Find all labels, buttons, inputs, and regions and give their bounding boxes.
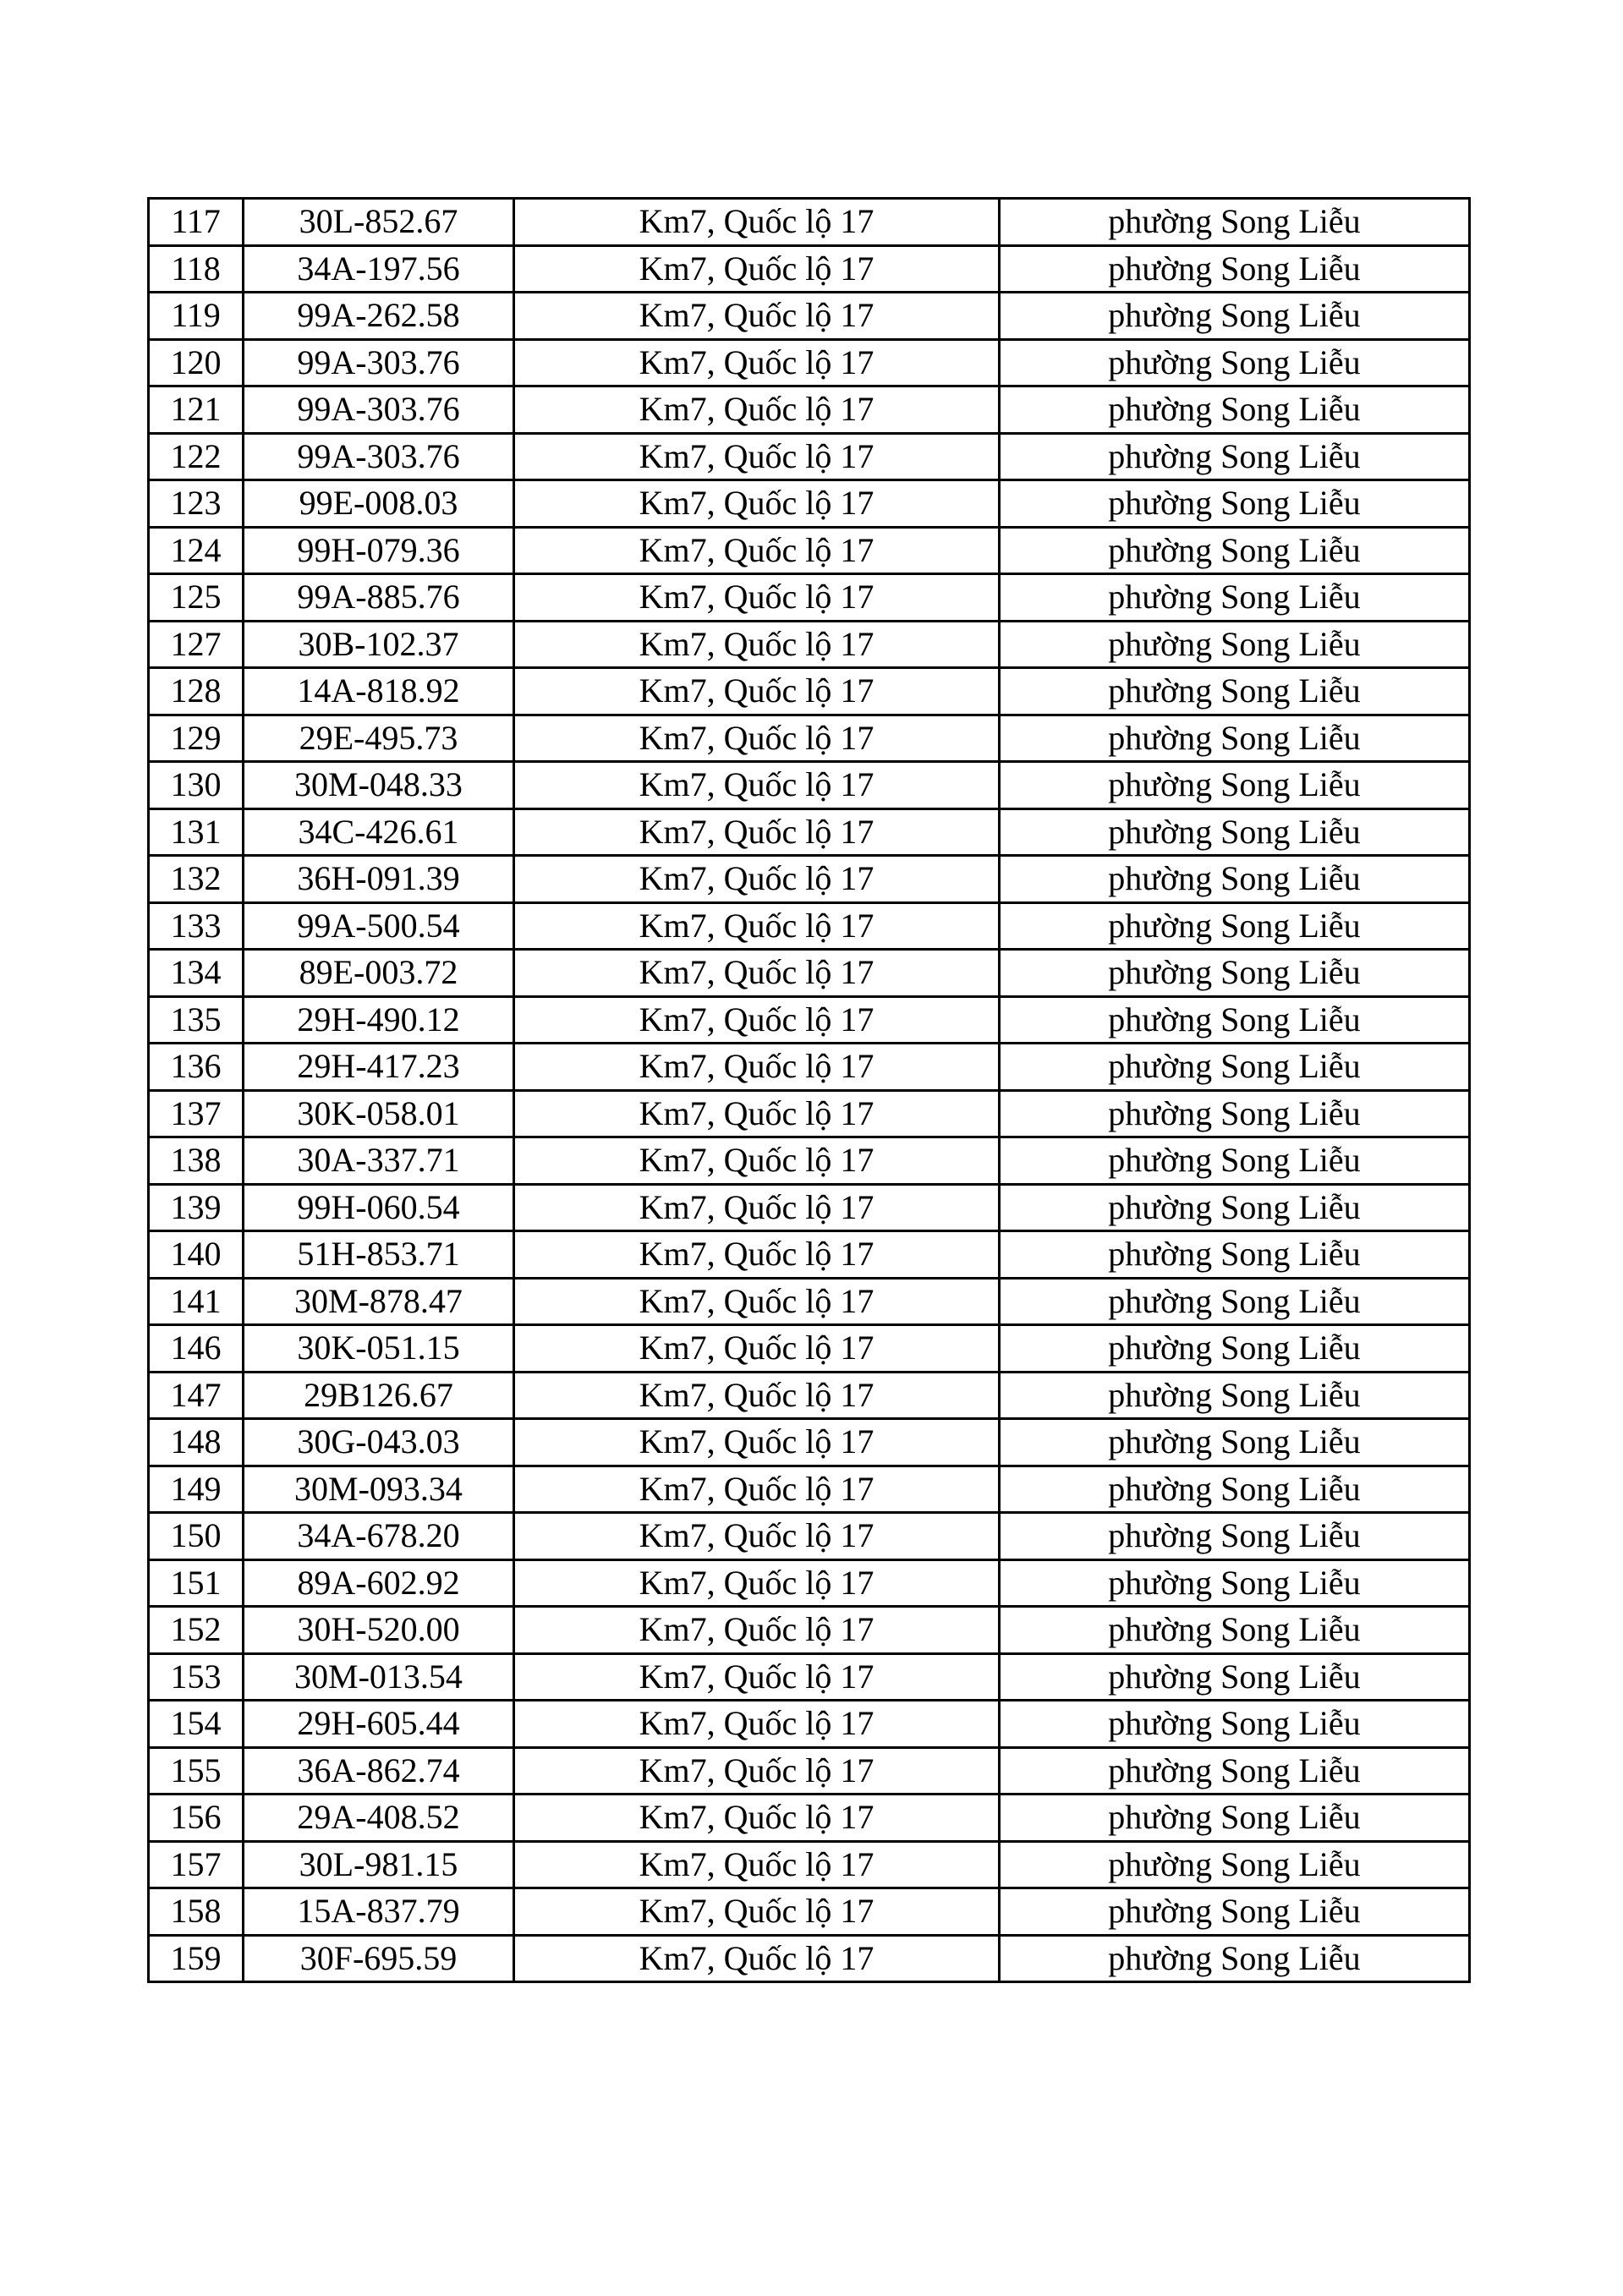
- ward-cell: phường Song Liễu: [1000, 293, 1470, 340]
- license-plate-cell: 30M-878.47: [244, 1278, 514, 1325]
- row-number-cell: 117: [149, 199, 244, 246]
- ward-cell: phường Song Liễu: [1000, 1653, 1470, 1701]
- license-plate-cell: 30K-051.15: [244, 1325, 514, 1373]
- row-number-cell: 134: [149, 950, 244, 997]
- ward-cell: phường Song Liễu: [1000, 1747, 1470, 1795]
- ward-cell: phường Song Liễu: [1000, 433, 1470, 480]
- ward-cell: phường Song Liễu: [1000, 199, 1470, 246]
- table-row: [149, 902, 1470, 950]
- license-plate-cell: 34C-426.61: [244, 808, 514, 856]
- violation-location-cell: Km7, Quốc lộ 17: [514, 762, 1000, 809]
- ward-cell: phường Song Liễu: [1000, 245, 1470, 293]
- violation-location-cell: Km7, Quốc lộ 17: [514, 1653, 1000, 1701]
- license-plate-cell: 14A-818.92: [244, 668, 514, 715]
- violation-location-cell: Km7, Quốc lộ 17: [514, 668, 1000, 715]
- license-plate-cell: 30G-043.03: [244, 1419, 514, 1466]
- row-number-cell: 140: [149, 1231, 244, 1279]
- row-number-cell: 148: [149, 1419, 244, 1466]
- table-row: [149, 668, 1470, 715]
- license-plate-cell: 30F-695.59: [244, 1935, 514, 1982]
- license-plate-cell: 99A-500.54: [244, 902, 514, 950]
- ward-cell: phường Song Liễu: [1000, 1935, 1470, 1982]
- row-number-cell: 123: [149, 480, 244, 528]
- table-row: [149, 1044, 1470, 1091]
- row-number-cell: 129: [149, 715, 244, 762]
- violation-location-cell: Km7, Quốc lộ 17: [514, 1841, 1000, 1888]
- license-plate-cell: 99A-262.58: [244, 293, 514, 340]
- violation-location-cell: Km7, Quốc lộ 17: [514, 1513, 1000, 1560]
- violation-location-cell: Km7, Quốc lộ 17: [514, 1325, 1000, 1373]
- license-plate-cell: 15A-837.79: [244, 1888, 514, 1936]
- table-row: [149, 996, 1470, 1044]
- license-plate-cell: 30A-337.71: [244, 1137, 514, 1185]
- table-row: [149, 950, 1470, 997]
- violation-location-cell: Km7, Quốc lộ 17: [514, 1935, 1000, 1982]
- violation-location-cell: Km7, Quốc lộ 17: [514, 1137, 1000, 1185]
- ward-cell: phường Song Liễu: [1000, 1795, 1470, 1842]
- table-row: [149, 386, 1470, 434]
- row-number-cell: 156: [149, 1795, 244, 1842]
- table-row: [149, 1278, 1470, 1325]
- row-number-cell: 151: [149, 1559, 244, 1607]
- violation-location-cell: Km7, Quốc lộ 17: [514, 1184, 1000, 1231]
- table-row: [149, 856, 1470, 903]
- violation-location-cell: Km7, Quốc lộ 17: [514, 1466, 1000, 1513]
- license-plate-cell: 29A-408.52: [244, 1795, 514, 1842]
- table-row: [149, 1935, 1470, 1982]
- table-row: [149, 1137, 1470, 1185]
- table-row: [149, 1888, 1470, 1936]
- violation-location-cell: Km7, Quốc lộ 17: [514, 199, 1000, 246]
- table-row: [149, 1466, 1470, 1513]
- ward-cell: phường Song Liễu: [1000, 715, 1470, 762]
- violation-location-cell: Km7, Quốc lộ 17: [514, 808, 1000, 856]
- table-row: [149, 293, 1470, 340]
- violation-location-cell: Km7, Quốc lộ 17: [514, 1231, 1000, 1279]
- table-row: [149, 1419, 1470, 1466]
- license-plate-cell: 99E-008.03: [244, 480, 514, 528]
- row-number-cell: 152: [149, 1607, 244, 1654]
- table-row: [149, 1841, 1470, 1888]
- license-plate-cell: 30H-520.00: [244, 1607, 514, 1654]
- table-row: [149, 1184, 1470, 1231]
- table-row: [149, 1653, 1470, 1701]
- violation-location-cell: Km7, Quốc lộ 17: [514, 950, 1000, 997]
- license-plate-cell: 99A-303.76: [244, 433, 514, 480]
- row-number-cell: 122: [149, 433, 244, 480]
- license-plate-cell: 99H-060.54: [244, 1184, 514, 1231]
- license-plate-cell: 51H-853.71: [244, 1231, 514, 1279]
- violation-records-table: [147, 197, 1471, 1983]
- ward-cell: phường Song Liễu: [1000, 950, 1470, 997]
- ward-cell: phường Song Liễu: [1000, 1137, 1470, 1185]
- ward-cell: phường Song Liễu: [1000, 480, 1470, 528]
- license-plate-cell: 30M-048.33: [244, 762, 514, 809]
- row-number-cell: 118: [149, 245, 244, 293]
- table-row: [149, 621, 1470, 668]
- table-row: [149, 527, 1470, 574]
- table-row: [149, 808, 1470, 856]
- row-number-cell: 124: [149, 527, 244, 574]
- ward-cell: phường Song Liễu: [1000, 1184, 1470, 1231]
- license-plate-cell: 34A-678.20: [244, 1513, 514, 1560]
- violation-location-cell: Km7, Quốc lộ 17: [514, 715, 1000, 762]
- row-number-cell: 146: [149, 1325, 244, 1373]
- row-number-cell: 150: [149, 1513, 244, 1560]
- license-plate-cell: 99A-303.76: [244, 386, 514, 434]
- violation-location-cell: Km7, Quốc lộ 17: [514, 1372, 1000, 1419]
- row-number-cell: 125: [149, 574, 244, 622]
- license-plate-cell: 29H-605.44: [244, 1701, 514, 1748]
- ward-cell: phường Song Liễu: [1000, 762, 1470, 809]
- table-row: [149, 1513, 1470, 1560]
- ward-cell: phường Song Liễu: [1000, 1841, 1470, 1888]
- license-plate-cell: 29H-490.12: [244, 996, 514, 1044]
- ward-cell: phường Song Liễu: [1000, 1559, 1470, 1607]
- violation-location-cell: Km7, Quốc lộ 17: [514, 1888, 1000, 1936]
- violation-location-cell: Km7, Quốc lộ 17: [514, 902, 1000, 950]
- table-row: [149, 433, 1470, 480]
- violation-location-cell: Km7, Quốc lộ 17: [514, 574, 1000, 622]
- table-row: [149, 339, 1470, 386]
- license-plate-cell: 29H-417.23: [244, 1044, 514, 1091]
- violation-location-cell: Km7, Quốc lộ 17: [514, 856, 1000, 903]
- row-number-cell: 154: [149, 1701, 244, 1748]
- violation-location-cell: Km7, Quốc lộ 17: [514, 1747, 1000, 1795]
- row-number-cell: 158: [149, 1888, 244, 1936]
- row-number-cell: 127: [149, 621, 244, 668]
- ward-cell: phường Song Liễu: [1000, 668, 1470, 715]
- row-number-cell: 153: [149, 1653, 244, 1701]
- ward-cell: phường Song Liễu: [1000, 1044, 1470, 1091]
- ward-cell: phường Song Liễu: [1000, 339, 1470, 386]
- table-row: [149, 1090, 1470, 1137]
- violation-location-cell: Km7, Quốc lộ 17: [514, 1607, 1000, 1654]
- row-number-cell: 159: [149, 1935, 244, 1982]
- table-row: [149, 1231, 1470, 1279]
- violation-location-cell: Km7, Quốc lộ 17: [514, 480, 1000, 528]
- license-plate-cell: 99A-885.76: [244, 574, 514, 622]
- violation-location-cell: Km7, Quốc lộ 17: [514, 1559, 1000, 1607]
- violation-location-cell: Km7, Quốc lộ 17: [514, 1090, 1000, 1137]
- table-row: [149, 715, 1470, 762]
- ward-cell: phường Song Liễu: [1000, 1513, 1470, 1560]
- violation-location-cell: Km7, Quốc lộ 17: [514, 1278, 1000, 1325]
- license-plate-cell: 99H-079.36: [244, 527, 514, 574]
- violation-location-cell: Km7, Quốc lộ 17: [514, 293, 1000, 340]
- row-number-cell: 149: [149, 1466, 244, 1513]
- row-number-cell: 147: [149, 1372, 244, 1419]
- license-plate-cell: 30M-093.34: [244, 1466, 514, 1513]
- license-plate-cell: 30B-102.37: [244, 621, 514, 668]
- violation-location-cell: Km7, Quốc lộ 17: [514, 1419, 1000, 1466]
- ward-cell: phường Song Liễu: [1000, 1701, 1470, 1748]
- ward-cell: phường Song Liễu: [1000, 574, 1470, 622]
- row-number-cell: 133: [149, 902, 244, 950]
- row-number-cell: 141: [149, 1278, 244, 1325]
- violation-location-cell: Km7, Quốc lộ 17: [514, 339, 1000, 386]
- table-row: [149, 1372, 1470, 1419]
- table-row: [149, 1325, 1470, 1373]
- table-row: [149, 245, 1470, 293]
- ward-cell: phường Song Liễu: [1000, 996, 1470, 1044]
- ward-cell: phường Song Liễu: [1000, 856, 1470, 903]
- license-plate-cell: 30M-013.54: [244, 1653, 514, 1701]
- violation-location-cell: Km7, Quốc lộ 17: [514, 1701, 1000, 1748]
- row-number-cell: 128: [149, 668, 244, 715]
- ward-cell: phường Song Liễu: [1000, 1466, 1470, 1513]
- table-row: [149, 1747, 1470, 1795]
- row-number-cell: 139: [149, 1184, 244, 1231]
- ward-cell: phường Song Liễu: [1000, 386, 1470, 434]
- license-plate-cell: 30L-981.15: [244, 1841, 514, 1888]
- row-number-cell: 138: [149, 1137, 244, 1185]
- ward-cell: phường Song Liễu: [1000, 902, 1470, 950]
- row-number-cell: 157: [149, 1841, 244, 1888]
- violation-location-cell: Km7, Quốc lộ 17: [514, 996, 1000, 1044]
- table-row: [149, 1559, 1470, 1607]
- row-number-cell: 131: [149, 808, 244, 856]
- violation-location-cell: Km7, Quốc lộ 17: [514, 245, 1000, 293]
- violation-location-cell: Km7, Quốc lộ 17: [514, 433, 1000, 480]
- row-number-cell: 132: [149, 856, 244, 903]
- ward-cell: phường Song Liễu: [1000, 1419, 1470, 1466]
- row-number-cell: 155: [149, 1747, 244, 1795]
- table-body: [149, 199, 1470, 1982]
- violation-location-cell: Km7, Quốc lộ 17: [514, 621, 1000, 668]
- ward-cell: phường Song Liễu: [1000, 1090, 1470, 1137]
- row-number-cell: 120: [149, 339, 244, 386]
- license-plate-cell: 89E-003.72: [244, 950, 514, 997]
- license-plate-cell: 89A-602.92: [244, 1559, 514, 1607]
- ward-cell: phường Song Liễu: [1000, 1325, 1470, 1373]
- table-row: [149, 199, 1470, 246]
- license-plate-cell: 99A-303.76: [244, 339, 514, 386]
- table-row: [149, 762, 1470, 809]
- violation-location-cell: Km7, Quốc lộ 17: [514, 1044, 1000, 1091]
- row-number-cell: 137: [149, 1090, 244, 1137]
- license-plate-cell: 34A-197.56: [244, 245, 514, 293]
- license-plate-cell: 30K-058.01: [244, 1090, 514, 1137]
- row-number-cell: 130: [149, 762, 244, 809]
- row-number-cell: 135: [149, 996, 244, 1044]
- ward-cell: phường Song Liễu: [1000, 1231, 1470, 1279]
- row-number-cell: 119: [149, 293, 244, 340]
- license-plate-cell: 30L-852.67: [244, 199, 514, 246]
- license-plate-cell: 36A-862.74: [244, 1747, 514, 1795]
- row-number-cell: 136: [149, 1044, 244, 1091]
- license-plate-cell: 29E-495.73: [244, 715, 514, 762]
- ward-cell: phường Song Liễu: [1000, 1372, 1470, 1419]
- violation-location-cell: Km7, Quốc lộ 17: [514, 386, 1000, 434]
- violation-location-cell: Km7, Quốc lộ 17: [514, 1795, 1000, 1842]
- ward-cell: phường Song Liễu: [1000, 1278, 1470, 1325]
- ward-cell: phường Song Liễu: [1000, 1607, 1470, 1654]
- violation-location-cell: Km7, Quốc lộ 17: [514, 527, 1000, 574]
- row-number-cell: 121: [149, 386, 244, 434]
- ward-cell: phường Song Liễu: [1000, 808, 1470, 856]
- ward-cell: phường Song Liễu: [1000, 527, 1470, 574]
- ward-cell: phường Song Liễu: [1000, 1888, 1470, 1936]
- license-plate-cell: 29B126.67: [244, 1372, 514, 1419]
- table-row: [149, 1795, 1470, 1842]
- table-row: [149, 1607, 1470, 1654]
- license-plate-cell: 36H-091.39: [244, 856, 514, 903]
- table-row: [149, 480, 1470, 528]
- ward-cell: phường Song Liễu: [1000, 621, 1470, 668]
- table-row: [149, 1701, 1470, 1748]
- table-row: [149, 574, 1470, 622]
